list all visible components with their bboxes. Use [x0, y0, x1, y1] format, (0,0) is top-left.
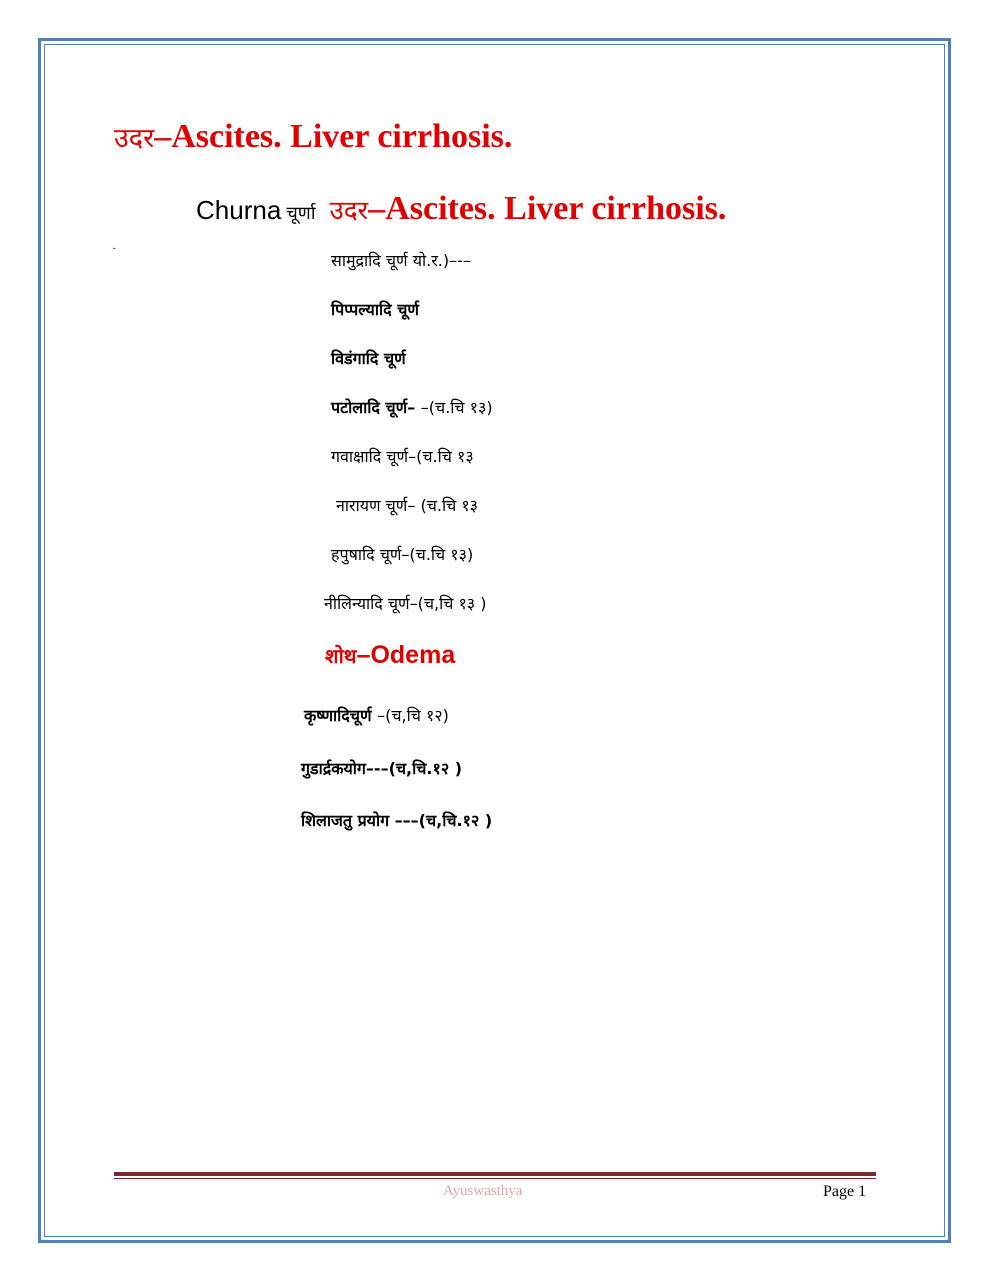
udara-item: विडंगादि चूर्ण: [331, 349, 406, 368]
shotha-item-bold: कृष्णादिचूर्ण: [304, 706, 378, 725]
churna-heading: [196, 190, 726, 228]
udara-item: सामुद्रादि चूर्ण यो.र.)–-–: [331, 251, 471, 270]
stray-mark: ˘: [112, 248, 117, 258]
heading-deva: उदर: [114, 123, 155, 154]
page-heading: [114, 118, 512, 156]
udara-item-ref: –(च.चि १३): [420, 398, 493, 417]
shotha-item-ref: –(च,चि १२): [377, 706, 449, 725]
udara-item: हपुषादि चूर्ण–(च.चि १३): [331, 545, 474, 564]
footer-rule-thin: [114, 1178, 876, 1179]
udara-item: पिप्पल्यादि चूर्ण: [331, 300, 419, 319]
churna-deva-label: चूर्णा: [286, 203, 316, 224]
shotha-heading: [325, 641, 455, 670]
udara-item: नीलिन्यादि चूर्ण–(च,चि १३ ): [324, 594, 487, 613]
heading-en: –Ascites. Liver cirrhosis.: [154, 118, 513, 155]
shotha-item: गुडार्द्रकयोग–-–(च,चि.१२ ): [301, 759, 463, 778]
udara-item: नारायण चूर्ण– (च.चि १३: [336, 496, 478, 515]
shotha-heading-deva: शोथ: [325, 644, 357, 668]
shotha-item: शिलाजतु प्रयोग –––(च,चि.१२ ): [301, 811, 493, 830]
churna-label: Churna: [196, 195, 282, 225]
page-number: Page 1: [823, 1183, 867, 1200]
footer-rule: [114, 1172, 876, 1176]
udara-item: [331, 396, 493, 418]
footer-site-name: Ayuswasthya: [443, 1183, 523, 1199]
shotha-heading-en: –Odema: [356, 641, 456, 669]
churna-heading-deva: उदर: [329, 196, 369, 226]
udara-item: गवाक्षादि चूर्ण–(च.चि १३: [331, 447, 474, 466]
shotha-item: [304, 704, 449, 726]
udara-item-bold: पटोलादि चूर्ण–: [331, 398, 421, 417]
churna-heading-en: –Ascites. Liver cirrhosis.: [368, 190, 727, 227]
